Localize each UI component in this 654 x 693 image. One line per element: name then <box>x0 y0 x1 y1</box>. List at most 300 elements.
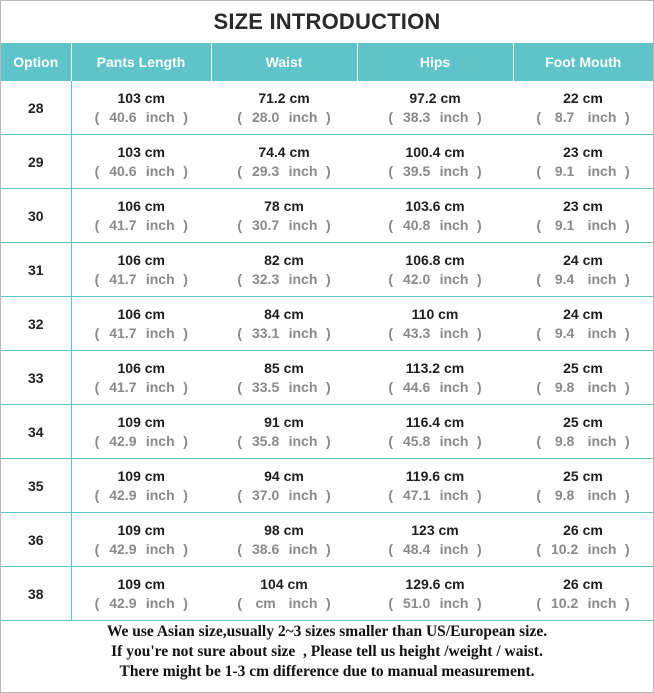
cm-value <box>357 521 513 539</box>
cm-number: 123 <box>411 521 435 538</box>
waist-cell <box>211 459 357 513</box>
inch-unit: inch <box>439 108 469 125</box>
waist-cell <box>211 351 357 405</box>
cm-unit: cm <box>283 413 304 430</box>
close-paren: ) <box>183 108 188 125</box>
cm-unit: cm <box>283 251 304 268</box>
close-paren: ) <box>325 540 331 557</box>
inch-number: cm <box>255 594 276 611</box>
cm-value <box>211 305 357 323</box>
chart-title: SIZE INTRODUCTION <box>213 9 441 34</box>
close-paren: ) <box>325 162 331 179</box>
inch-value <box>513 485 653 505</box>
open-paren: ( <box>388 324 394 341</box>
cm-number: 85 <box>264 359 280 376</box>
cm-number: 98 <box>264 521 280 538</box>
inch-unit: inch <box>288 486 318 503</box>
inch-value <box>211 431 357 451</box>
inch-number: 37.0 <box>251 486 280 503</box>
inch-number: 41.7 <box>109 216 137 233</box>
cm-unit: cm <box>283 521 304 538</box>
open-paren: ( <box>237 324 243 341</box>
cm-number: 26 <box>563 575 579 592</box>
cm-number: 24 <box>563 251 579 268</box>
cm-unit: cm <box>144 143 165 160</box>
inch-number: 45.8 <box>402 432 431 449</box>
table-header-row <box>1 43 653 81</box>
hips-cell <box>357 513 513 567</box>
cm-value <box>211 359 357 377</box>
cm-unit: cm <box>144 305 165 322</box>
inch-unit: inch <box>145 162 175 179</box>
option-cell: 36 <box>1 513 71 567</box>
cm-unit: cm <box>443 413 465 430</box>
inch-value <box>357 377 513 397</box>
cm-unit: cm <box>582 575 603 592</box>
open-paren: ( <box>94 378 100 395</box>
inch-value <box>211 593 357 613</box>
close-paren: ) <box>325 432 331 449</box>
open-paren: ( <box>388 270 394 287</box>
inch-value <box>513 161 653 181</box>
inch-unit: inch <box>439 378 469 395</box>
cm-value <box>357 89 513 107</box>
inch-number: 42.0 <box>402 270 431 287</box>
cm-number: 24 <box>563 305 579 322</box>
inch-unit: inch <box>439 216 469 233</box>
cm-value <box>72 143 212 161</box>
table-row <box>1 243 653 297</box>
pants-length-cell <box>71 135 211 189</box>
close-paren: ) <box>476 324 482 341</box>
size-table <box>1 43 653 621</box>
inch-unit: inch <box>587 216 617 233</box>
inch-number: 44.6 <box>402 378 431 395</box>
open-paren: ( <box>536 540 542 557</box>
close-paren: ) <box>325 108 331 125</box>
close-paren: ) <box>624 486 630 503</box>
close-paren: ) <box>624 540 630 557</box>
table-row <box>1 567 653 621</box>
foot-mouth-cell <box>513 351 653 405</box>
inch-number: 51.0 <box>402 594 431 611</box>
pants-length-cell <box>71 513 211 567</box>
cm-value <box>72 467 212 485</box>
inch-unit: inch <box>145 108 175 125</box>
cm-value <box>72 197 212 215</box>
cm-value <box>513 359 653 377</box>
close-paren: ) <box>476 378 482 395</box>
open-paren: ( <box>388 594 394 611</box>
cm-value <box>513 251 653 269</box>
foot-mouth-cell <box>513 297 653 351</box>
inch-unit: inch <box>288 162 318 179</box>
open-paren: ( <box>388 216 394 233</box>
close-paren: ) <box>476 594 482 611</box>
option-cell: 35 <box>1 459 71 513</box>
open-paren: ( <box>94 270 100 287</box>
inch-unit: inch <box>587 324 617 341</box>
header-waist: Waist <box>211 43 357 81</box>
inch-number: 33.1 <box>251 324 280 341</box>
close-paren: ) <box>183 270 188 287</box>
option-cell: 38 <box>1 567 71 621</box>
waist-cell <box>211 513 357 567</box>
cm-number: 25 <box>563 467 579 484</box>
close-paren: ) <box>624 324 630 341</box>
inch-value <box>513 431 653 451</box>
inch-value <box>72 215 212 235</box>
cm-value <box>211 89 357 107</box>
waist-cell <box>211 405 357 459</box>
cm-unit: cm <box>144 359 165 376</box>
cm-unit: cm <box>144 89 165 106</box>
note-line: If you're not sure about size , Please tell us height /weight / waist. <box>111 643 543 660</box>
inch-value <box>211 377 357 397</box>
close-paren: ) <box>624 216 630 233</box>
inch-number: 48.4 <box>402 540 431 557</box>
cm-number: 100.4 <box>405 143 441 160</box>
option-cell: 31 <box>1 243 71 297</box>
open-paren: ( <box>94 324 100 341</box>
open-paren: ( <box>94 432 100 449</box>
inch-unit: inch <box>587 486 617 503</box>
inch-unit: inch <box>439 540 469 557</box>
pants-length-cell <box>71 351 211 405</box>
foot-mouth-cell <box>513 567 653 621</box>
open-paren: ( <box>237 486 243 503</box>
close-paren: ) <box>325 486 331 503</box>
inch-value <box>72 269 212 289</box>
pants-length-cell <box>71 81 211 135</box>
hips-cell <box>357 297 513 351</box>
cm-number: 113.2 <box>405 359 441 376</box>
close-paren: ) <box>476 162 482 179</box>
cm-number: 25 <box>563 359 579 376</box>
open-paren: ( <box>536 162 542 179</box>
open-paren: ( <box>536 594 542 611</box>
cm-number: 26 <box>563 521 579 538</box>
hips-cell <box>357 243 513 297</box>
cm-number: 104 <box>260 575 284 592</box>
inch-number: 9.8 <box>554 486 575 503</box>
close-paren: ) <box>325 594 331 611</box>
pants-length-cell <box>71 297 211 351</box>
inch-unit: inch <box>145 540 175 557</box>
waist-cell <box>211 567 357 621</box>
close-paren: ) <box>476 486 482 503</box>
inch-unit: inch <box>288 594 318 611</box>
open-paren: ( <box>237 432 243 449</box>
cm-number: 78 <box>264 197 280 214</box>
inch-unit: inch <box>288 216 318 233</box>
open-paren: ( <box>237 378 243 395</box>
inch-value <box>72 593 212 613</box>
cm-value <box>513 89 653 107</box>
inch-unit: inch <box>439 324 469 341</box>
inch-number: 39.5 <box>402 162 431 179</box>
close-paren: ) <box>476 216 482 233</box>
inch-value <box>357 161 513 181</box>
cm-number: 106 <box>117 197 141 214</box>
inch-value <box>211 215 357 235</box>
open-paren: ( <box>536 432 542 449</box>
open-paren: ( <box>388 486 394 503</box>
cm-value <box>513 575 653 593</box>
cm-number: 106 <box>117 359 141 376</box>
inch-number: 42.9 <box>109 486 137 503</box>
pants-length-cell <box>71 243 211 297</box>
inch-number: 30.7 <box>251 216 280 233</box>
cm-number: 97.2 <box>409 89 437 106</box>
cm-unit: cm <box>287 575 308 592</box>
cm-value <box>513 413 653 431</box>
hips-cell <box>357 351 513 405</box>
inch-number: 47.1 <box>402 486 431 503</box>
inch-unit: inch <box>288 324 318 341</box>
cm-unit: cm <box>283 467 304 484</box>
inch-number: 8.7 <box>554 108 575 125</box>
cm-unit: cm <box>582 413 603 430</box>
inch-unit: inch <box>587 378 617 395</box>
option-cell: 28 <box>1 81 71 135</box>
inch-value <box>513 539 653 559</box>
open-paren: ( <box>94 162 100 179</box>
inch-number: 9.4 <box>554 324 575 341</box>
pants-length-cell <box>71 189 211 243</box>
waist-cell <box>211 243 357 297</box>
foot-mouth-cell <box>513 405 653 459</box>
cm-number: 129.6 <box>405 575 441 592</box>
cm-unit: cm <box>438 521 459 538</box>
inch-value <box>513 323 653 343</box>
inch-number: 9.4 <box>554 270 575 287</box>
option-cell: 33 <box>1 351 71 405</box>
cm-value <box>72 413 212 431</box>
cm-value <box>72 305 212 323</box>
open-paren: ( <box>388 108 394 125</box>
cm-value <box>211 413 357 431</box>
cm-value <box>211 575 357 593</box>
size-notes <box>1 622 653 682</box>
cm-value <box>211 197 357 215</box>
inch-number: 38.6 <box>251 540 280 557</box>
cm-value <box>513 467 653 485</box>
cm-unit: cm <box>444 143 465 160</box>
table-row <box>1 351 653 405</box>
close-paren: ) <box>624 378 630 395</box>
close-paren: ) <box>183 216 188 233</box>
inch-unit: inch <box>439 162 469 179</box>
cm-number: 109 <box>117 575 141 592</box>
cm-unit: cm <box>582 143 603 160</box>
table-row <box>1 459 653 513</box>
cm-number: 109 <box>117 467 141 484</box>
close-paren: ) <box>624 162 630 179</box>
cm-unit: cm <box>440 89 461 106</box>
open-paren: ( <box>388 162 394 179</box>
open-paren: ( <box>536 270 542 287</box>
option-cell: 32 <box>1 297 71 351</box>
inch-number: 29.3 <box>251 162 280 179</box>
cm-value <box>513 143 653 161</box>
foot-mouth-cell <box>513 189 653 243</box>
open-paren: ( <box>388 540 394 557</box>
inch-unit: inch <box>145 216 175 233</box>
waist-cell <box>211 189 357 243</box>
close-paren: ) <box>476 540 482 557</box>
close-paren: ) <box>183 432 188 449</box>
open-paren: ( <box>237 162 243 179</box>
foot-mouth-cell <box>513 81 653 135</box>
inch-value <box>72 377 212 397</box>
cm-number: 94 <box>264 467 280 484</box>
inch-value <box>357 431 513 451</box>
inch-unit: inch <box>288 432 318 449</box>
cm-value <box>211 467 357 485</box>
inch-number: 41.7 <box>109 378 137 395</box>
option-cell: 30 <box>1 189 71 243</box>
cm-value <box>357 305 513 323</box>
close-paren: ) <box>183 486 188 503</box>
cm-unit: cm <box>444 575 465 592</box>
cm-number: 22 <box>563 89 579 106</box>
inch-number: 42.9 <box>109 540 137 557</box>
inch-value <box>72 107 212 127</box>
inch-value <box>513 593 653 613</box>
inch-number: 35.8 <box>251 432 280 449</box>
inch-value <box>72 539 212 559</box>
close-paren: ) <box>183 378 188 395</box>
cm-number: 91 <box>264 413 280 430</box>
open-paren: ( <box>388 432 394 449</box>
close-paren: ) <box>476 108 482 125</box>
open-paren: ( <box>536 486 542 503</box>
foot-mouth-cell <box>513 243 653 297</box>
open-paren: ( <box>536 108 542 125</box>
cm-unit: cm <box>144 467 165 484</box>
inch-unit: inch <box>439 486 469 503</box>
cm-number: 109 <box>117 521 141 538</box>
cm-unit: cm <box>438 305 459 322</box>
open-paren: ( <box>94 486 100 503</box>
cm-number: 84 <box>264 305 280 322</box>
note-line: We use Asian size,usually 2~3 sizes smaller than US/European size. <box>106 623 548 640</box>
cm-unit: cm <box>444 197 465 214</box>
cm-unit: cm <box>582 359 603 376</box>
inch-number: 9.8 <box>554 432 575 449</box>
inch-number: 42.9 <box>109 594 137 611</box>
inch-unit: inch <box>288 270 318 287</box>
open-paren: ( <box>94 108 100 125</box>
cm-value <box>72 89 212 107</box>
hips-cell <box>357 81 513 135</box>
option-cell: 29 <box>1 135 71 189</box>
close-paren: ) <box>325 324 331 341</box>
open-paren: ( <box>94 594 100 611</box>
inch-value <box>513 215 653 235</box>
inch-value <box>72 161 212 181</box>
inch-unit: inch <box>145 324 175 341</box>
pants-length-cell <box>71 405 211 459</box>
close-paren: ) <box>183 594 188 611</box>
open-paren: ( <box>237 108 243 125</box>
inch-number: 28.0 <box>251 108 280 125</box>
table-row <box>1 405 653 459</box>
inch-number: 40.8 <box>402 216 431 233</box>
inch-number: 33.5 <box>251 378 280 395</box>
cm-number: 106 <box>117 305 141 322</box>
open-paren: ( <box>94 540 100 557</box>
cm-number: 74.4 <box>258 143 286 160</box>
close-paren: ) <box>183 162 188 179</box>
inch-value <box>357 215 513 235</box>
inch-unit: inch <box>145 486 175 503</box>
inch-value <box>72 323 212 343</box>
cm-unit: cm <box>283 305 304 322</box>
cm-number: 103 <box>117 143 141 160</box>
close-paren: ) <box>624 108 630 125</box>
pants-length-cell <box>71 567 211 621</box>
close-paren: ) <box>476 432 482 449</box>
inch-value <box>211 107 357 127</box>
cm-value <box>357 359 513 377</box>
inch-number: 41.7 <box>109 324 137 341</box>
hips-cell <box>357 567 513 621</box>
open-paren: ( <box>237 594 243 611</box>
table-row <box>1 81 653 135</box>
cm-value <box>211 143 357 161</box>
cm-value <box>357 143 513 161</box>
cm-value <box>357 197 513 215</box>
cm-value <box>357 467 513 485</box>
cm-value <box>513 197 653 215</box>
hips-cell <box>357 135 513 189</box>
inch-value <box>513 269 653 289</box>
cm-value <box>72 359 212 377</box>
cm-unit: cm <box>582 467 603 484</box>
close-paren: ) <box>325 216 331 233</box>
cm-unit: cm <box>444 251 465 268</box>
inch-unit: inch <box>288 540 318 557</box>
close-paren: ) <box>476 270 482 287</box>
open-paren: ( <box>536 324 542 341</box>
close-paren: ) <box>183 540 188 557</box>
table-row <box>1 297 653 351</box>
cm-value <box>211 521 357 539</box>
cm-unit: cm <box>144 413 165 430</box>
hips-cell <box>357 405 513 459</box>
cm-value <box>211 251 357 269</box>
inch-number: 32.3 <box>251 270 280 287</box>
inch-number: 41.7 <box>109 270 137 287</box>
inch-number: 43.3 <box>402 324 431 341</box>
cm-unit: cm <box>582 251 603 268</box>
cm-number: 110 <box>411 305 435 322</box>
inch-number: 38.3 <box>402 108 431 125</box>
cm-unit: cm <box>144 575 165 592</box>
waist-cell <box>211 297 357 351</box>
cm-unit: cm <box>582 305 603 322</box>
cm-unit: cm <box>289 89 310 106</box>
inch-value <box>211 485 357 505</box>
foot-mouth-cell <box>513 135 653 189</box>
inch-number: 9.8 <box>554 378 575 395</box>
open-paren: ( <box>237 216 243 233</box>
cm-number: 23 <box>563 143 579 160</box>
inch-value <box>211 323 357 343</box>
cm-unit: cm <box>283 197 304 214</box>
